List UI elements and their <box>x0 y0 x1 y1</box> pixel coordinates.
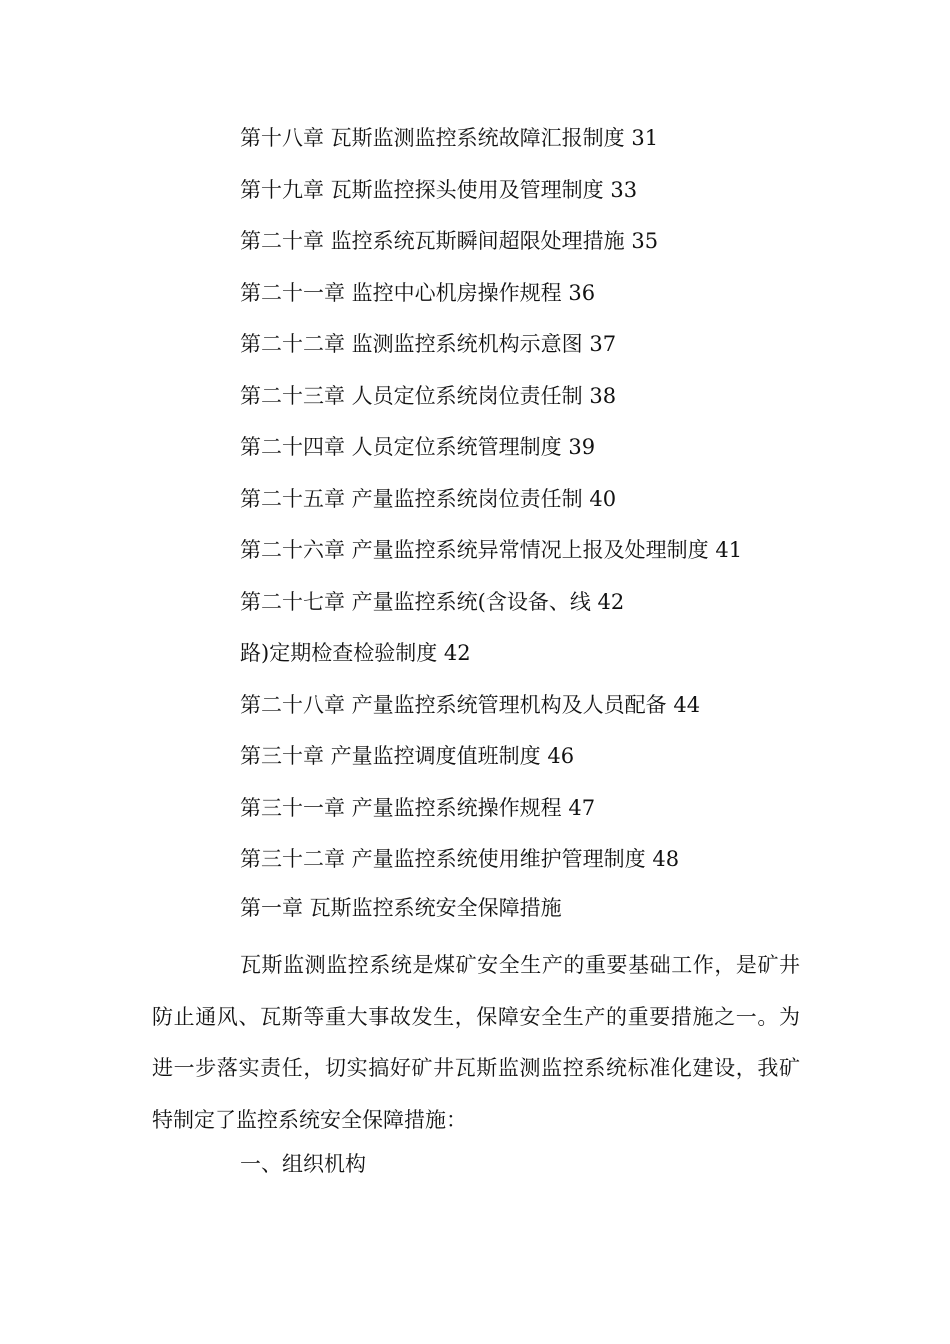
toc-entry: 第二十二章 监测监控系统机构示意图 37 <box>240 332 617 356</box>
toc-entry: 第二十六章 产量监控系统异常情况上报及处理制度 41 <box>240 538 743 562</box>
toc-entry: 第三十章 产量监控调度值班制度 46 <box>240 744 575 768</box>
toc-entry: 第十九章 瓦斯监控探头使用及管理制度 33 <box>240 177 638 202</box>
toc-entry: 第二十一章 监控中心机房操作规程 36 <box>240 280 596 305</box>
toc-entry: 第三十一章 产量监控系统操作规程 47 <box>240 795 596 820</box>
section-heading: 一、组织机构 <box>240 1152 366 1176</box>
chapter-heading: 第一章 瓦斯监控系统安全保障措施 <box>240 896 562 920</box>
toc-entry: 第二十三章 人员定位系统岗位责任制 38 <box>240 383 617 408</box>
toc-entry: 第十八章 瓦斯监测监控系统故障汇报制度 31 <box>240 126 659 150</box>
toc-entry: 第二十章 监控系统瓦斯瞬间超限处理措施 35 <box>240 229 659 253</box>
toc-entry-continuation: 路)定期检查检验制度 42 <box>240 641 471 665</box>
toc-entry: 第三十二章 产量监控系统使用维护管理制度 48 <box>240 847 680 871</box>
toc-entry: 第二十四章 人员定位系统管理制度 39 <box>240 435 596 459</box>
toc-entry: 第二十七章 产量监控系统(含设备、线 42 <box>240 589 625 614</box>
table-of-contents <box>240 118 840 891</box>
toc-entry: 第二十五章 产量监控系统岗位责任制 40 <box>240 486 617 511</box>
intro-paragraph: 瓦斯监测监控系统是煤矿安全生产的重要基础工作，是矿井防止通风、瓦斯等重大事故发生，保障安全生产的重要措施之一。为进一步落实责任，切实搞好矿井瓦斯监测监控系统标准化建设，我矿特制定了监控系统安全保障措施： <box>152 953 800 1132</box>
toc-entry: 第二十八章 产量监控系统管理机构及人员配备 44 <box>240 692 701 717</box>
